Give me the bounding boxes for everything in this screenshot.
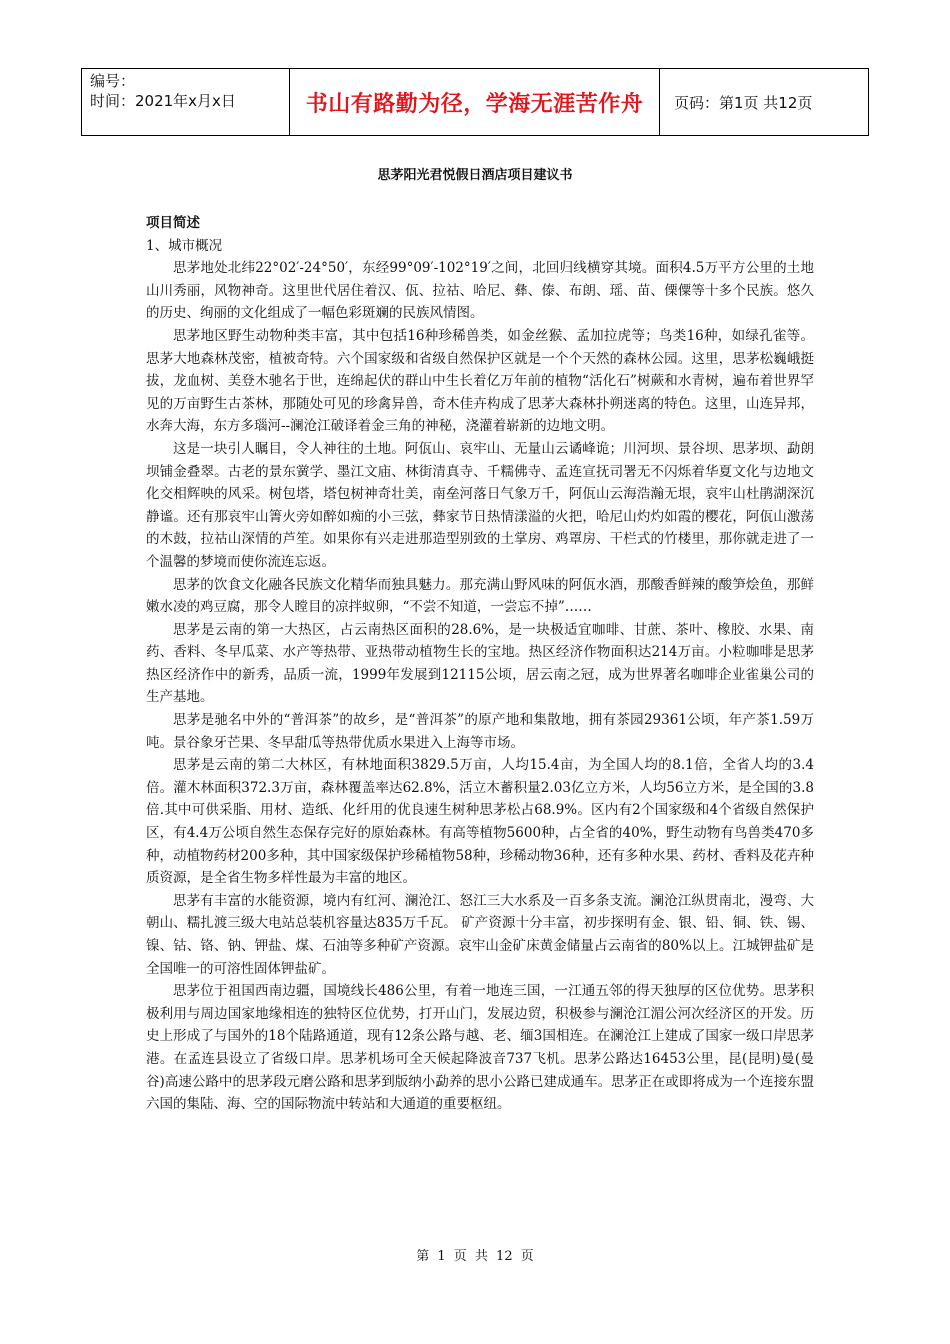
body-paragraph: 思茅的饮食文化融各民族文化精华而独具魅力。那充满山野风味的阿佤水酒，那酸香鲜辣的酸笋烩鱼，那鲜嫩水凌的鸡豆腐，那令人瞠目的凉拌蚁卵，“不尝不知道，一尝忘不掉”…… [146,576,814,616]
page-footer: 第 1 页 共 12 页 [416,1249,534,1264]
document-title: 思茅阳光君悦假日酒店项目建议书 [377,168,573,183]
body-paragraph: 思茅位于祖国西南边疆，国境线长486公里，有着一地连三国，一江通五邻的得天独厚的区位优势。思茅积极利用与周边国家地缘相连的独特区位优势，打开山门，发展边贸，积极参与澜沧江湄公河次经济区的开发。历史上形成了与国外的18个陆路通道，现有12条公路与越、老、缅3国相连。在澜沧江上建成了国家一级口岸思茅港。在孟连县设立了省级口岸。思茅机场可全天候起降波音737飞机。思茅公路达16453公里，昆(昆明)曼(曼谷)高速公路中的思茅段元磨公路和思茅到版纳小勐养的思小公路已建成通车。思茅正在或即将成为一个连接东盟六国的集陆、海、空的国际物流中转站和大通道的重要枢纽。 [146,983,814,1113]
header-meta-cell [82,69,290,136]
header-motto: 书山有路勤为径，学海无涯苦作舟 [290,69,660,136]
document-body [146,212,814,1116]
document-time-label: 时间：2021年x月x日 [90,92,236,110]
document-header [81,68,869,136]
body-paragraph: 这是一块引人瞩目，令人神往的土地。阿佤山、哀牢山、无量山云谲峰诡；川河坝、景谷坝、思茅坝、勐朗坝铺金叠翠。古老的景东黉学、墨江文庙、林街清真寺、千糯佛寺、孟连宣抚司署无不闪烁着华夏文化与边地文化交相辉映的风采。树包塔，塔包树神奇壮美，南垒河落日气象万千，阿佤山云海浩瀚无垠，哀牢山杜鹃湖深沉静谧。还有那哀牢山箐火旁如醉如痴的小三弦，彝家节日热情漾溢的火把，哈尼山灼灼如霞的樱花，阿佤山激荡的木鼓，拉祜山深情的芦笙。如果你有兴走进那造型别致的土掌房、鸡罩房、干栏式的竹楼里，那你就走进了一个温馨的梦境而使你流连忘返。 [146,440,814,570]
header-page-info: 页码：第1页 共12页 [660,69,869,136]
body-paragraph: 思茅是云南的第二大林区，有林地面积3829.5万亩，人均15.4亩，为全国人均的8.1倍，全省人均的3.4倍。灌木林面积372.3万亩，森林覆盖率达62.8%，活立木蓄积量2.03亿立方米，人均56立方米，是全国的3.8倍.其中可供采脂、用材、造纸、化纤用的优良速生树种思茅松占68.9%。区内有2个国家级和4个省级自然保护区，有4.4万公顷自然生态保存完好的原始森林。有高等植物5600种，占全省的40%，野生动物有鸟兽类470多种，动植物药材200多种，其中国家级保护珍稀植物58种，珍稀动物36种，还有多种水果、药材、香料及花卉种质资源，是全省生物多样性最为丰富的地区。 [146,757,814,887]
document-number-label: 编号： [90,72,136,90]
body-paragraph: 思茅是驰名中外的“普洱茶”的故乡，是“普洱茶”的原产地和集散地，拥有茶园29361公顷，年产茶1.59万吨。景谷象牙芒果、冬早甜瓜等热带优质水果进入上海等市场。 [146,712,815,751]
body-paragraph: 思茅是云南的第一大热区，占云南热区面积的28.6%，是一块极适宜咖啡、甘蔗、茶叶、橡胶、水果、南药、香料、冬早瓜菜、水产等热带、亚热带动植物生长的宝地。热区经济作物面积达214万亩。小粒咖啡是思茅热区经济作中的新秀，品质一流，1999年发展到12115公顷，居云南之冠，成为世界著名咖啡企业雀巢公司的生产基地。 [146,621,814,706]
body-paragraph: 思茅有丰富的水能资源，境内有红河、澜沧江、怒江三大水系及一百多条支流。澜沧江纵贯南北，漫弯、大朝山、糯扎渡三级大电站总装机容量达835万千瓦。 矿产资源十分丰富，初步探明有金、银、铅、铜、铁、锡、镍、钴、铬、钠、钾盐、煤、石油等多种矿产资源。哀牢山金矿床黄金储量占云南省的80%以上。江城钾盐矿是全国唯一的可溶性固体钾盐矿。 [146,892,814,977]
subsection-heading: 1、城市概况 [146,237,223,254]
body-paragraph: 思茅地处北纬22°02′-24°50′，东经99°09′-102°19′之间，北回归线横穿其境。面积4.5万平方公里的土地山川秀丽，风物神奇。这里世代居住着汉、佤、拉祜、哈尼、彝、傣、布朗、瑶、苗、傈僳等十多个民族。悠久的历史、绚丽的文化组成了一幅色彩斑斓的民族风情图。 [146,260,814,322]
body-paragraph: 思茅地区野生动物种类丰富，其中包括16种珍稀兽类，如金丝猴、孟加拉虎等；鸟类16种，如绿孔雀等。思茅大地森林茂密，植被奇特。六个国家级和省级自然保护区就是一个个天然的森林公园。这里，思茅松巍峨挺拔，龙血树、美登木驰名于世，连绵起伏的群山中生长着亿万年前的植物“活化石”树蕨和水青树，遍布着世界罕见的万亩野生古茶林，那随处可见的珍禽异兽，奇木佳卉构成了思茅大森林扑朔迷离的特色。这里，山连异邦，水奔大海，东方多瑙河--澜沧江破译着金三角的神秘，浇灌着崭新的边地文明。 [146,327,814,435]
section-heading: 项目简述 [146,215,200,231]
